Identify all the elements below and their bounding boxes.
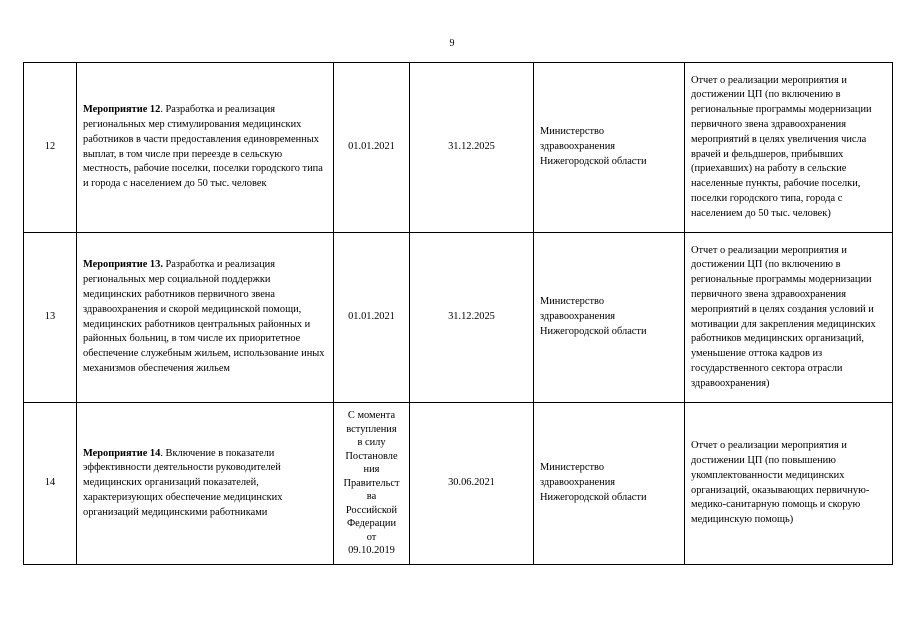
expected-result: Отчет о реализации мероприятия и достижении ЦП (по повышению укомплектованности медицинских организаций, оказывающих первичную-медико-санитарную помощь и скорую медицинскую помощь): [685, 403, 893, 565]
responsible-executor: Министерство здравоохранения Нижегородской области: [534, 403, 685, 565]
start-condition-line: С момента: [347, 410, 396, 422]
measure-title: Мероприятие 13.: [83, 259, 163, 271]
measure-separator: .: [160, 447, 166, 459]
end-date: 31.12.2025: [410, 63, 534, 233]
start-condition-line: ва: [366, 491, 377, 503]
start-condition-line: от: [366, 531, 377, 543]
end-date: 31.12.2025: [410, 233, 534, 403]
measure-title: Мероприятие 12: [83, 104, 161, 116]
start-date: 01.01.2021: [334, 63, 410, 233]
start-condition-line: Правительст: [343, 477, 400, 489]
measure-description: [77, 63, 334, 233]
start-condition-line: Федерации: [346, 518, 397, 530]
table-row: [24, 63, 893, 233]
measure-description: [77, 403, 334, 565]
start-condition-line: ния: [363, 464, 380, 476]
measure-text: Разработка и реализация региональных мер социальной поддержки медицинских работников первичного звена здравоохранения и скорой медицинской помощи, медицинских работников центральных районных и районных больниц, в том числе их приоритетное обеспечение служебным жильем, использование иных механизмов обеспечения жильем: [83, 259, 325, 374]
table-row: [24, 403, 893, 565]
end-date: 30.06.2021: [410, 403, 534, 565]
expected-result: Отчет о реализации мероприятия и достижении ЦП (по включению в региональные программы модернизации первичного звена здравоохранения мероприятий в целях увеличения числа врачей и фельдшеров, прибывших (приехавших) на работу в сельские населенные пункты, рабочие поселки, поселки городского типа, города с населением до 50 тыс. человек): [685, 63, 893, 233]
page-number: 9: [449, 38, 455, 49]
table-row: [24, 233, 893, 403]
measure-text: Разработка и реализация региональных мер стимулирования медицинских работников в части предоставления единовременных выплат, в том числе при переезде в сельскую местность, рабочие поселки, поселки городского типа и города с населением до 50 тыс. человек: [83, 104, 323, 190]
row-number: 14: [24, 403, 77, 565]
start-condition-line: 09.10.2019: [348, 545, 395, 557]
start-condition-line: Постановле: [345, 450, 398, 462]
responsible-executor: Министерство здравоохранения Нижегородской области: [534, 233, 685, 403]
start-condition-line: вступления: [346, 423, 397, 435]
row-number: 13: [24, 233, 77, 403]
start-condition-line: в силу: [357, 437, 386, 449]
measure-separator: .: [160, 104, 166, 116]
start-date: 01.01.2021: [334, 233, 410, 403]
measures-table: [23, 62, 893, 565]
start-condition: [334, 403, 410, 565]
row-number: 12: [24, 63, 77, 233]
measure-description: [77, 233, 334, 403]
expected-result: Отчет о реализации мероприятия и достижении ЦП (по включению в региональные программы модернизации первичного звена здравоохранения мероприятий в целях создания условий и мотивации для закрепления медицинских работников медицинских организаций, уменьшение оттока кадров из государственного сектора отрасли здравоохранения): [685, 233, 893, 403]
responsible-executor: Министерство здравоохранения Нижегородской области: [534, 63, 685, 233]
start-condition-line: Российской: [345, 504, 398, 516]
measure-text: Включение в показатели эффективности деятельности руководителей медицинских организаций показателей, характеризующих обеспечение медицинских организаций медицинскими работниками: [83, 447, 283, 518]
measure-title: Мероприятие 14: [83, 447, 161, 459]
